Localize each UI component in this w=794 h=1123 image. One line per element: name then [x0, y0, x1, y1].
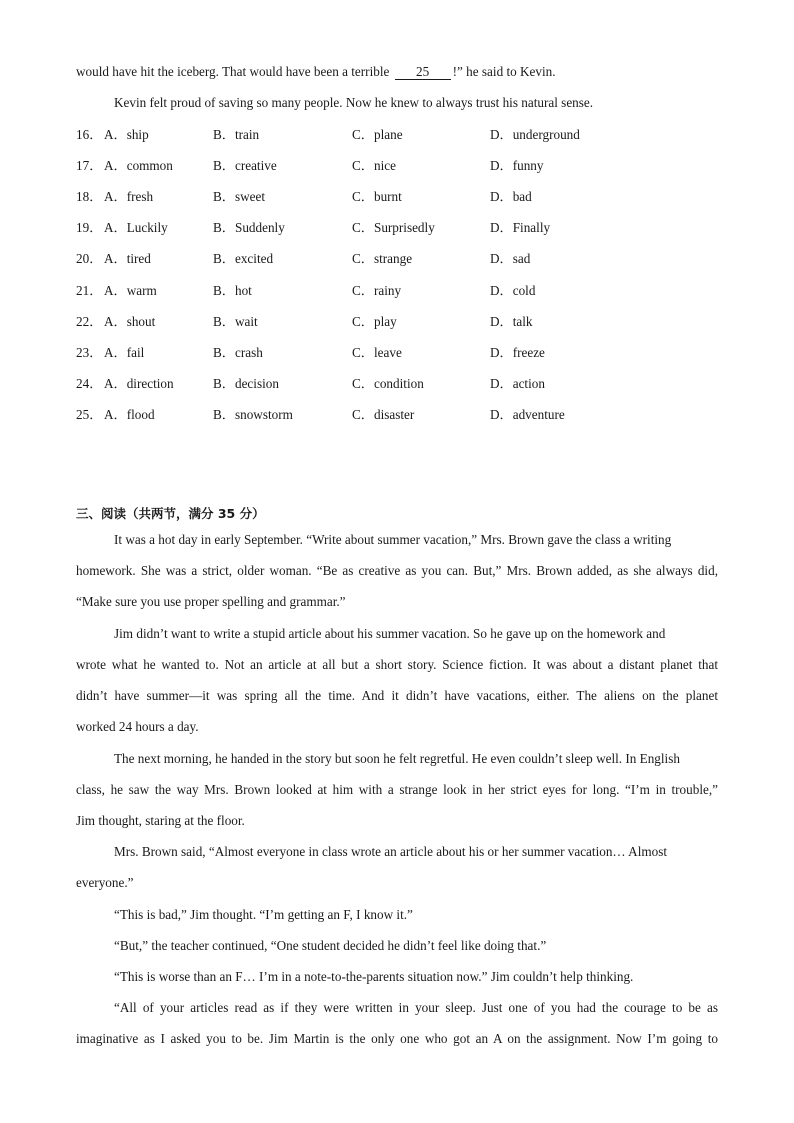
option-a: A．common — [104, 158, 173, 173]
option-b: B．sweet — [213, 189, 266, 204]
question-number: 24． — [76, 376, 103, 391]
question-number: 18． — [76, 189, 103, 204]
option-d: D．adventure — [490, 407, 565, 422]
reading-line: Jim didn’t want to write a stupid article about his summer vacation. So he gave up on the homework and — [114, 626, 666, 641]
option-d: D．sad — [490, 251, 531, 266]
reading-line: “All of your articles read as if they were written in your sleep. Just one of you had the courage to be as — [114, 1000, 718, 1015]
passage-line: Kevin felt proud of saving so many people. Now he knew to always trust his natural sense. — [114, 95, 594, 110]
reading-line: everyone.” — [76, 875, 134, 890]
passage-line — [76, 63, 556, 81]
passage-text: !” he said to Kevin. — [452, 64, 556, 79]
option-d: D．funny — [490, 158, 544, 173]
option-a: A．shout — [104, 314, 156, 329]
reading-line: worked 24 hours a day. — [76, 719, 199, 734]
option-b: B．Suddenly — [213, 220, 285, 235]
question-number: 17． — [76, 158, 103, 173]
reading-line: class, he saw the way Mrs. Brown looked at him with a strange look in her strict eyes for long. “I’m in trouble,” — [76, 782, 718, 797]
option-c: C．play — [352, 314, 397, 329]
reading-line: didn’t have summer—it was spring all the time. And it didn’t have vacations, either. The aliens on the planet — [76, 688, 718, 703]
option-c: C．burnt — [352, 189, 402, 204]
reading-line: The next morning, he handed in the story but soon he felt regretful. He even couldn’t sleep well. In English — [114, 751, 680, 766]
option-b: B．snowstorm — [213, 407, 293, 422]
option-d: D．cold — [490, 283, 536, 298]
option-a: A．direction — [104, 376, 174, 391]
option-a: A．tired — [104, 251, 151, 266]
question-number: 25． — [76, 407, 103, 422]
option-c: C．strange — [352, 251, 413, 266]
question-number: 22． — [76, 314, 103, 329]
reading-line: It was a hot day in early September. “Write about summer vacation,” Mrs. Brown gave the class a writing — [114, 532, 672, 547]
option-a: A．fresh — [104, 189, 154, 204]
option-d: D．underground — [490, 127, 580, 142]
option-c: C．leave — [352, 345, 402, 360]
option-c: C．nice — [352, 158, 396, 173]
option-d: D．action — [490, 376, 545, 391]
option-b: B．decision — [213, 376, 279, 391]
question-number: 23． — [76, 345, 103, 360]
option-c: C．condition — [352, 376, 424, 391]
question-number: 19． — [76, 220, 103, 235]
section-heading: 三、阅读（共两节，满分 35 分） — [76, 506, 265, 521]
reading-line: homework. She was a strict, older woman. “Be as creative as you can. But,” Mrs. Brown added, as she always did, — [76, 563, 718, 578]
question-number: 21． — [76, 283, 103, 298]
reading-line: wrote what he wanted to. Not an article at all but a short story. Science fiction. It was about a distant planet that — [76, 657, 718, 672]
reading-line: “Make sure you use proper spelling and grammar.” — [76, 594, 346, 609]
answer-blank-25: 25 — [395, 64, 451, 80]
option-a: A．ship — [104, 127, 149, 142]
option-a: A．Luckily — [104, 220, 168, 235]
passage-text: would have hit the iceberg. That would have been a terrible — [76, 64, 390, 79]
option-c: C．plane — [352, 127, 403, 142]
option-d: D．talk — [490, 314, 533, 329]
option-b: B．hot — [213, 283, 252, 298]
option-a: A．warm — [104, 283, 157, 298]
option-b: B．excited — [213, 251, 274, 266]
option-d: D．freeze — [490, 345, 545, 360]
reading-line: Jim thought, staring at the floor. — [76, 813, 245, 828]
option-c: C．rainy — [352, 283, 402, 298]
reading-line: imaginative as I asked you to be. Jim Martin is the only one who got an A on the assignment. Now I’m going to — [76, 1031, 718, 1046]
option-c: C．Surprisedly — [352, 220, 435, 235]
option-b: B．creative — [213, 158, 277, 173]
reading-line: “This is bad,” Jim thought. “I’m getting an F, I know it.” — [114, 907, 413, 922]
option-d: D．bad — [490, 189, 532, 204]
option-b: B．wait — [213, 314, 258, 329]
question-number: 20． — [76, 251, 103, 266]
reading-line: “This is worse than an F… I’m in a note-to-the-parents situation now.” Jim couldn’t help thinking. — [114, 969, 634, 984]
option-a: A．flood — [104, 407, 155, 422]
option-d: D．Finally — [490, 220, 551, 235]
reading-line: “But,” the teacher continued, “One student decided he didn’t feel like doing that.” — [114, 938, 547, 953]
option-a: A．fail — [104, 345, 145, 360]
reading-line: Mrs. Brown said, “Almost everyone in class wrote an article about his or her summer vacation… Almost — [114, 844, 668, 859]
option-b: B．train — [213, 127, 260, 142]
option-c: C．disaster — [352, 407, 415, 422]
question-number: 16． — [76, 127, 103, 142]
option-b: B．crash — [213, 345, 263, 360]
